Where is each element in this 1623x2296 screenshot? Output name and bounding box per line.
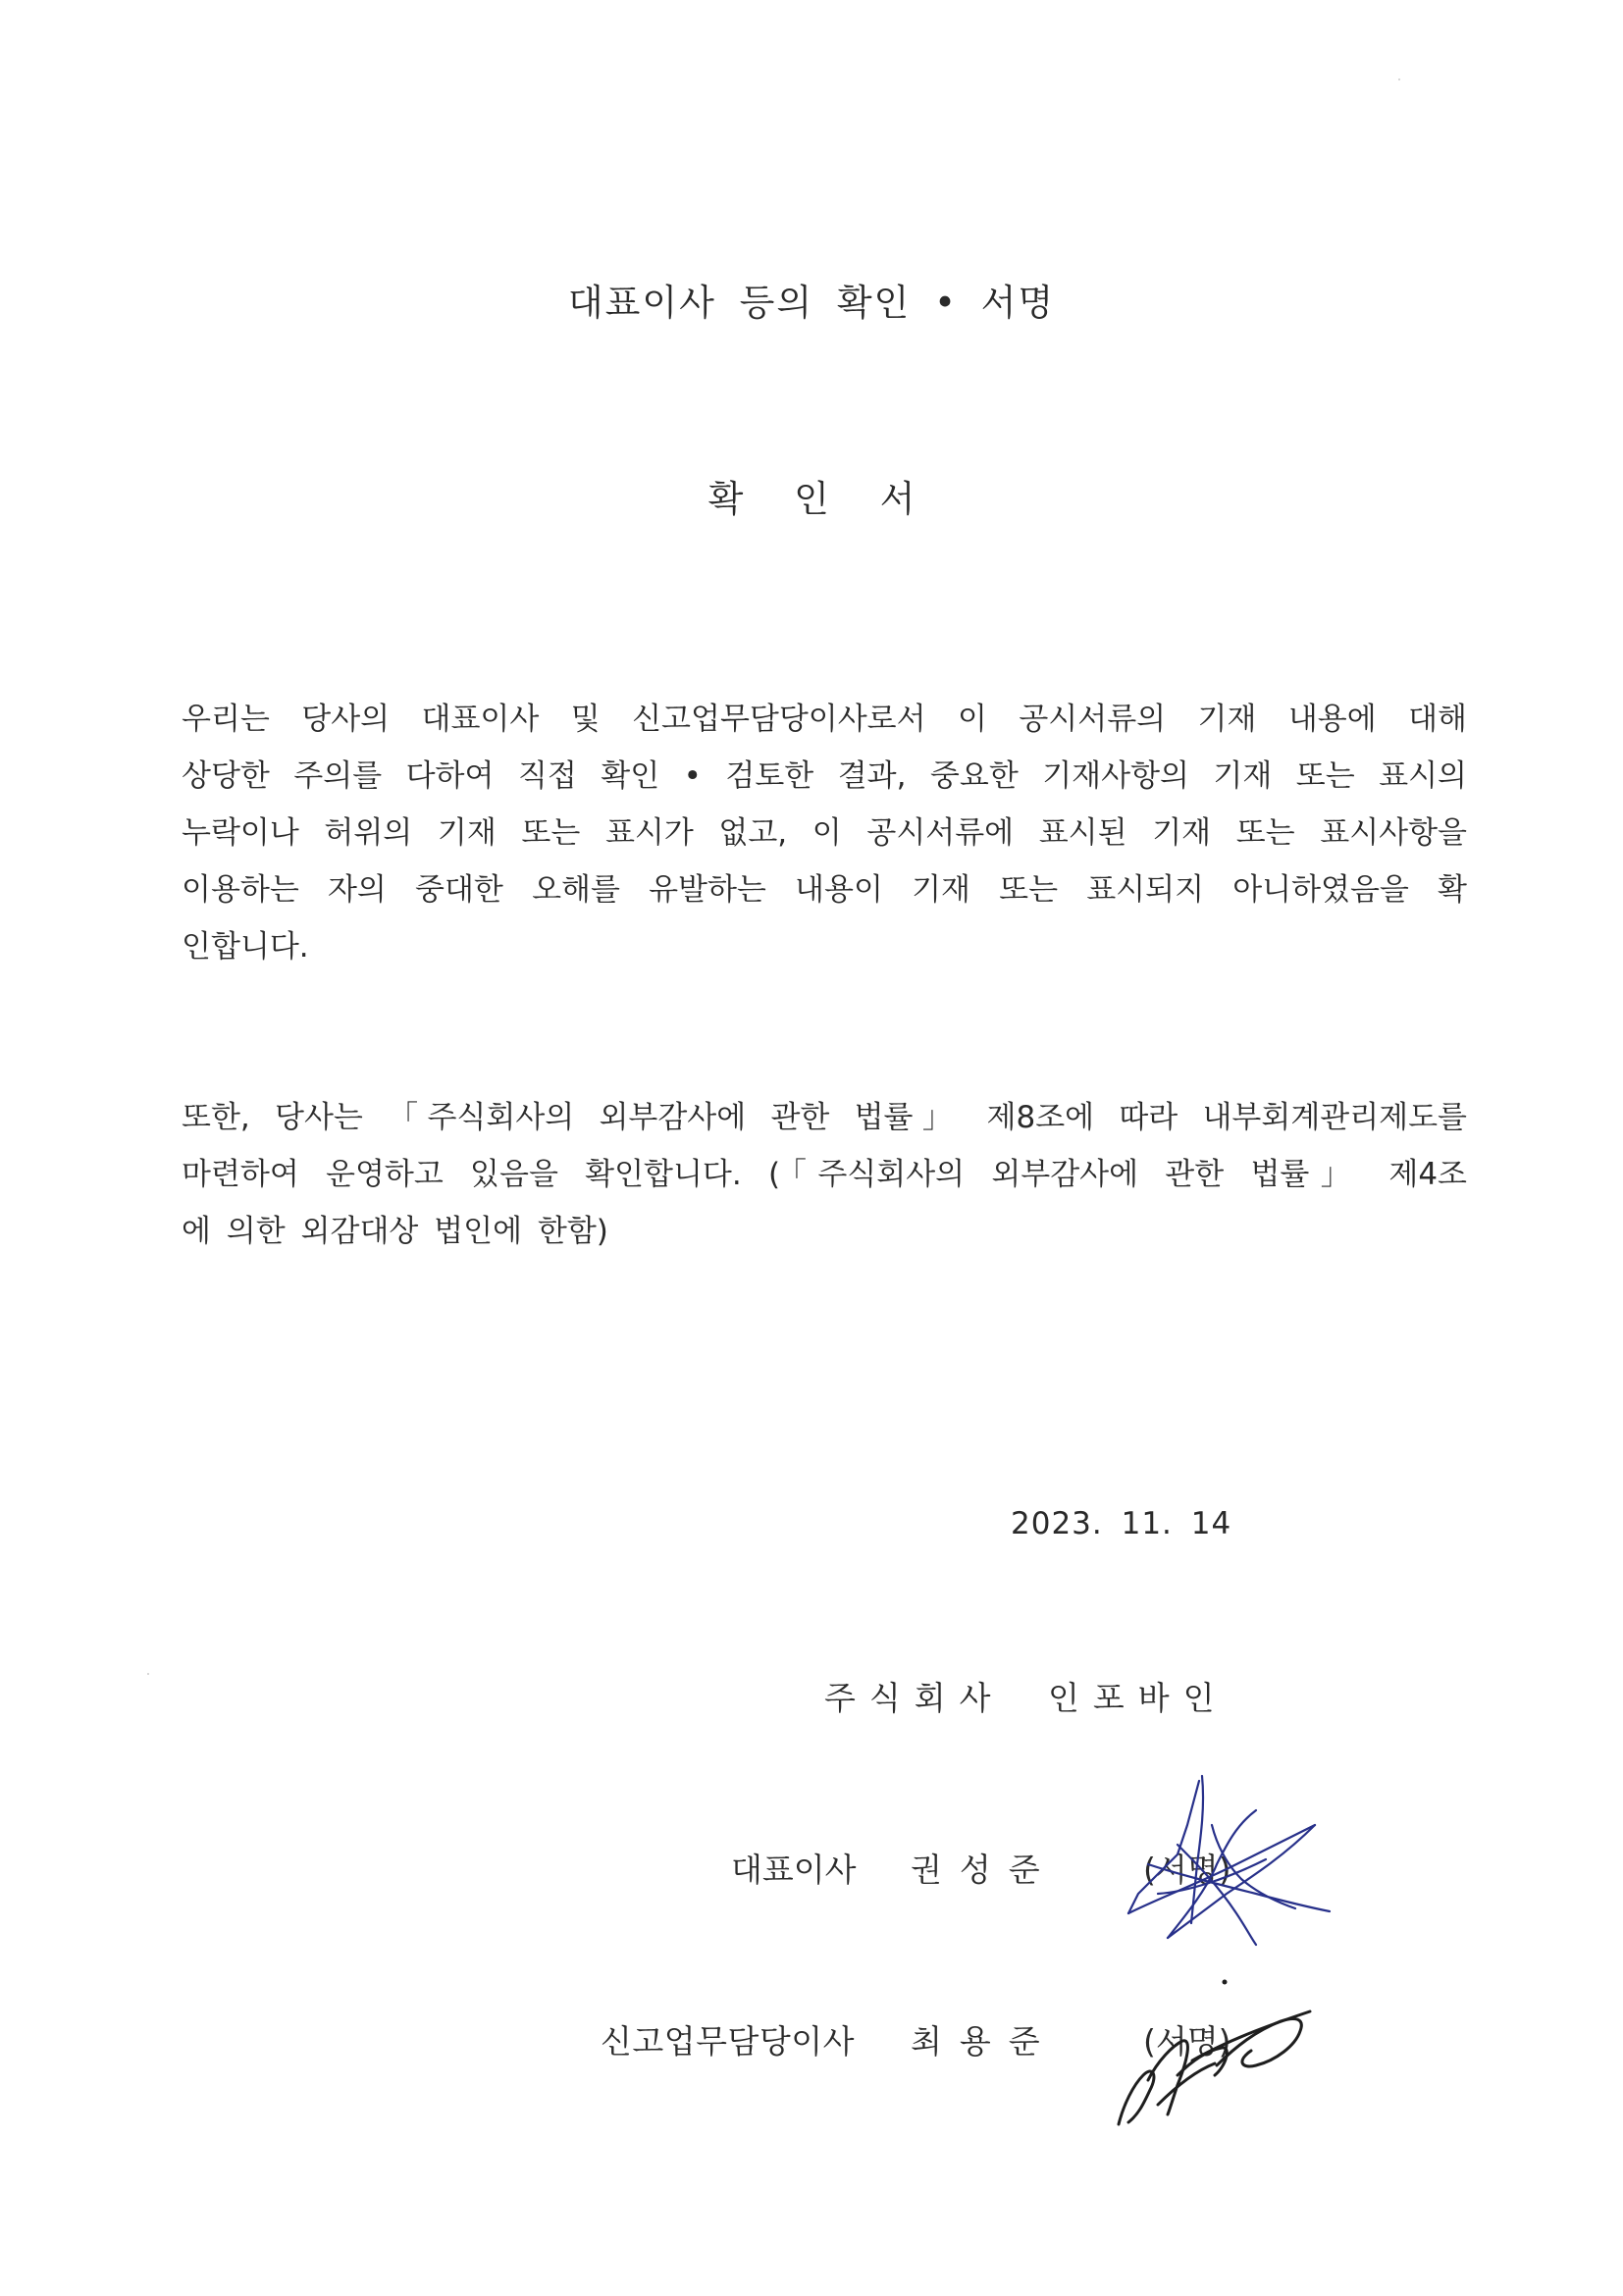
signer-role: 대표이사 [731, 1851, 857, 1889]
header-title: 대표이사 등의 확인 • 서명 [567, 282, 1056, 324]
paragraph-line: 에 의한 외감대상 법인에 한함) [182, 1214, 608, 1249]
signature-label: (서명) [1143, 2022, 1231, 2061]
scan-speck [1398, 78, 1400, 80]
document-date: 2023. 11. 14 [1011, 1506, 1232, 1541]
scan-speck [147, 1673, 149, 1675]
paragraph-line: 인합니다. [182, 929, 309, 965]
signature-label: (서명) [1143, 1851, 1231, 1889]
paragraph-line: 또한, 당사는 「주식회사의 외부감사에 관한 법률」 제8조에 따라 내부회계관리제도를 [182, 1100, 1467, 1135]
document-title: 확 인 서 [707, 478, 935, 520]
internal-control-paragraph [182, 1089, 1467, 1260]
signer-ceo [0, 1845, 1623, 1904]
paragraph-line: 마련하여 운영하고 있음을 확인합니다. (「주식회사의 외부감사에 관한 법률」 제4조 [182, 1157, 1467, 1192]
paragraph-line: 이용하는 자의 중대한 오해를 유발하는 내용이 기재 또는 표시되지 아니하였음을 확 [182, 872, 1467, 908]
paragraph-line: 누락이나 허위의 기재 또는 표시가 없고, 이 공시서류에 표시된 기재 또는 표시사항을 [182, 815, 1467, 851]
company-name: 주식회사 인포바인 [824, 1679, 1229, 1717]
paragraph-line: 우리는 당사의 대표이사 및 신고업무담당이사로서 이 공시서류의 기재 내용에 대해 [182, 702, 1467, 737]
signer-disclosure-director [0, 2016, 1623, 2075]
signer-name: 최용준 [911, 2022, 1058, 2061]
signer-name: 권성준 [911, 1851, 1058, 1889]
paragraph-line: 상당한 주의를 다하여 직접 확인 • 검토한 결과, 중요한 기재사항의 기재 또는 표시의 [182, 758, 1467, 794]
signer-role: 신고업무담당이사 [601, 2022, 856, 2061]
confirmation-paragraph [182, 691, 1467, 975]
